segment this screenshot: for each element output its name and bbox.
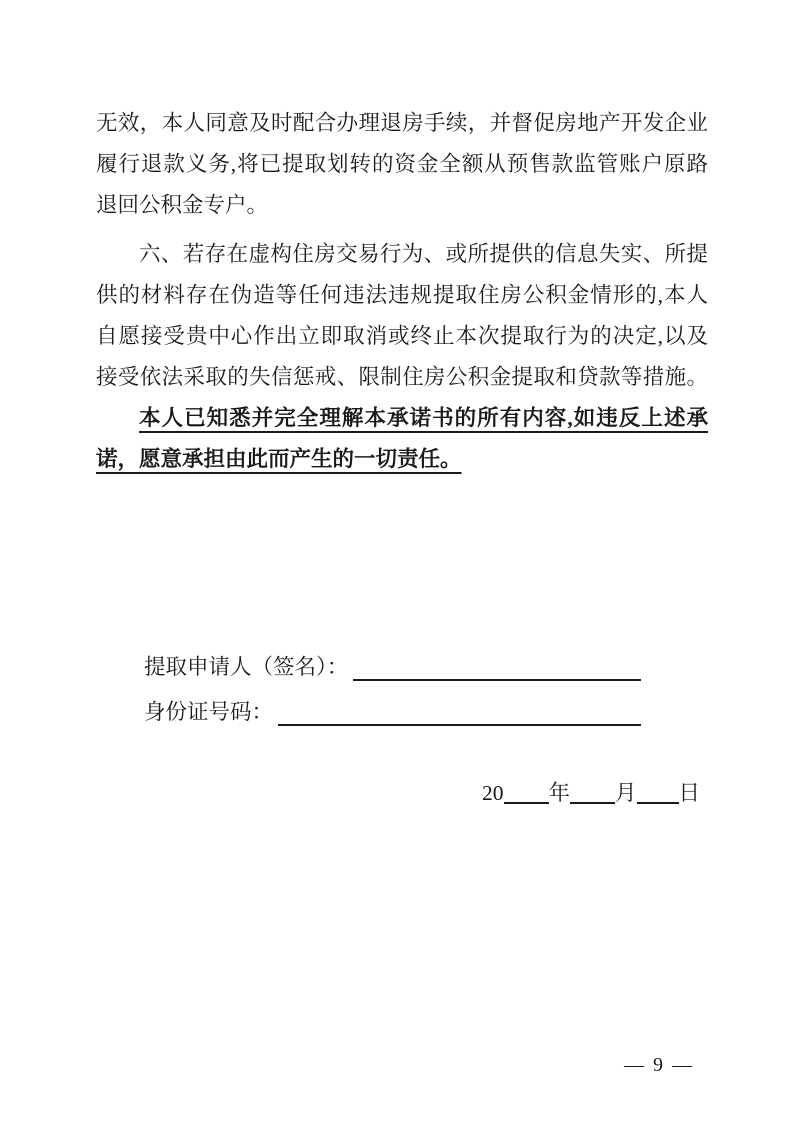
applicant-signature-row [144,645,641,690]
date-month-blank-line [570,798,615,804]
date-year-blank-line [504,798,549,804]
body-text-block [96,103,708,480]
date-day-label: 日 [678,781,701,805]
date-century-prefix: 20 [482,781,504,805]
text-line: 供的材料存在伪造等任何违法违规提取住房公积金情形的,本人 [96,283,708,307]
id-number-row [144,690,641,735]
applicant-signature-blank-line [353,645,641,681]
text-line: 接受依法采取的失信惩戒、限制住房公积金提取和贷款等措施。 [96,365,708,389]
applicant-signature-label: 提取申请人（签名）： [144,655,349,679]
paragraph-continuation [96,103,708,226]
date-line [482,772,700,814]
paragraph-commitment [96,398,708,480]
text-line: 本人已知悉并完全理解本承诺书的所有内容,如违反上述承 [139,406,708,430]
text-line: 六、若存在虚构住房交易行为、或所提供的信息失实、所提 [139,242,708,266]
text-line: 诺，愿意承担由此而产生的一切责任。 [96,447,462,471]
page-number: — 9 — [624,1054,694,1076]
id-number-label: 身份证号码： [144,700,274,724]
text-line: 无效，本人同意及时配合办理退房手续，并督促房地产开发企业 [96,111,708,135]
signature-block [144,645,641,735]
text-line: 退回公积金专户。 [96,193,269,217]
text-line: 自愿接受贵中心作出立即取消或终止本次提取行为的决定,以及 [96,324,708,348]
date-year-label: 年 [548,781,571,805]
id-number-blank-line [278,690,641,726]
paragraph-clause-six [96,234,708,398]
text-line: 履行退款义务,将已提取划转的资金全额从预售款监管账户原路 [96,152,708,176]
date-day-blank-line [637,798,679,804]
date-month-label: 月 [615,781,637,805]
